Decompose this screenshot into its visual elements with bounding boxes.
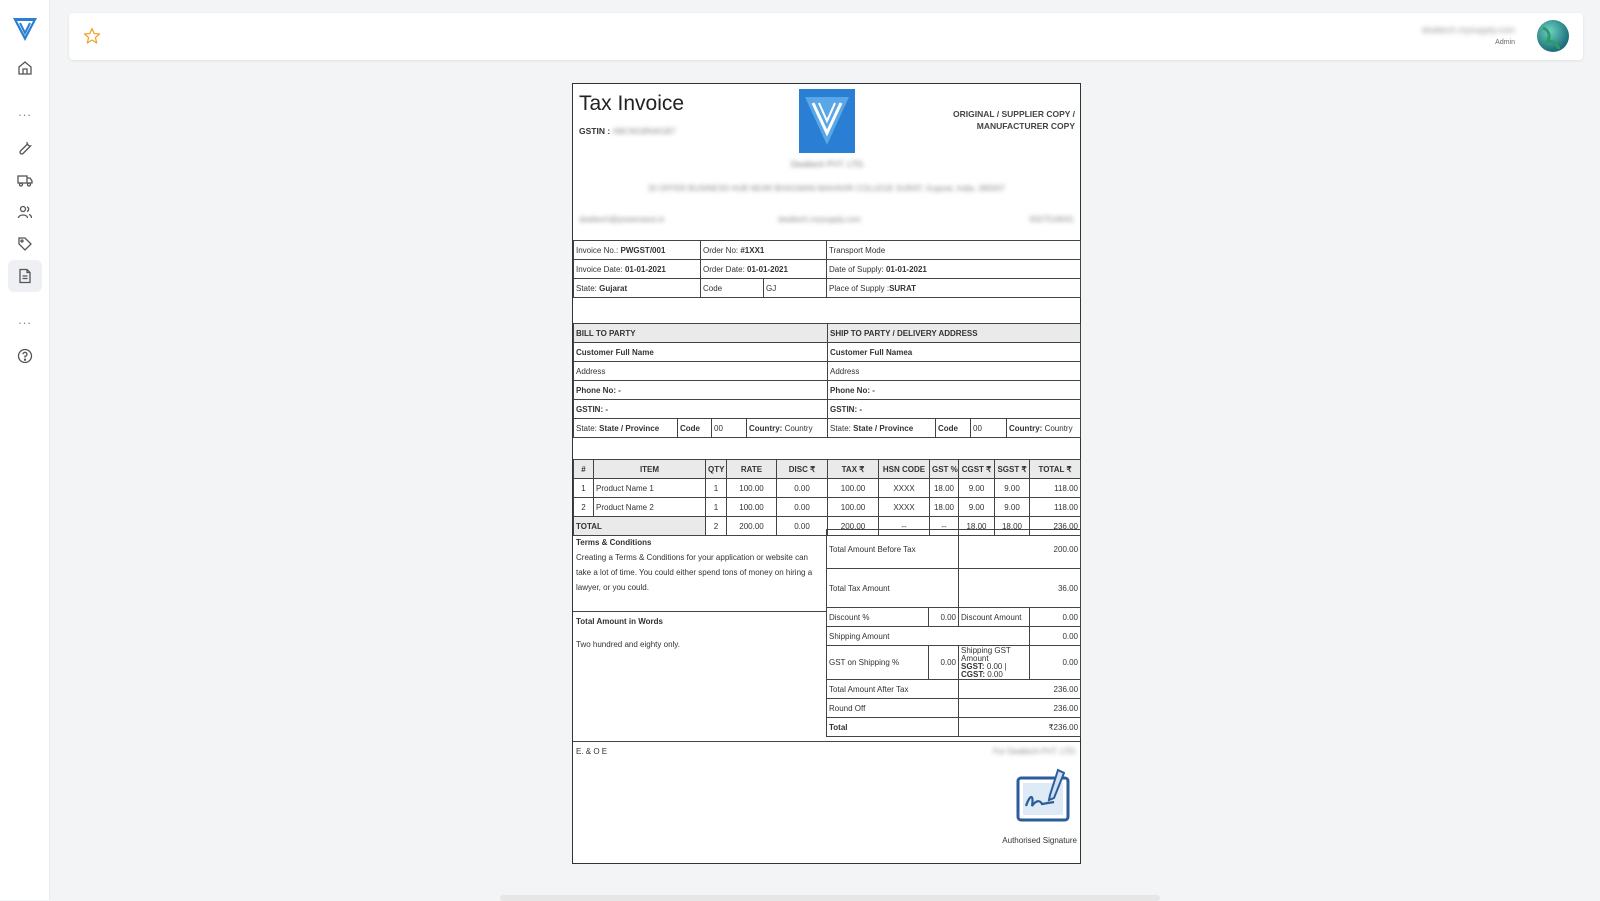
ship-code-label: [936, 419, 971, 438]
for-company: For Dealtech PVT. LTD.: [993, 747, 1077, 756]
ship-gst-amount-label: [959, 646, 1030, 680]
total-cell: 2: [706, 517, 727, 536]
after-tax-value: 236.00: [959, 680, 1081, 699]
ship-code-label-text: Code: [938, 423, 958, 433]
item-cell: 2: [574, 498, 594, 517]
logo-icon[interactable]: [12, 16, 38, 42]
item-cell: 9.00: [959, 498, 995, 517]
item-cell: 118.00: [1030, 479, 1081, 498]
tax-label: Total Tax Amount: [827, 569, 959, 608]
amount-words-section: [573, 612, 823, 652]
invoice-date-value: 01-01-2021: [624, 264, 666, 274]
item-cell: 18.00: [930, 479, 959, 498]
total-cell: 200.00: [828, 517, 879, 536]
ship-address: Address: [828, 362, 1081, 381]
ship-gst-separator: |: [1004, 661, 1007, 671]
total-cell: 236.00: [1030, 517, 1081, 536]
place-of-supply: [827, 279, 1081, 298]
sidebar-item-users[interactable]: [8, 196, 42, 228]
more-icon[interactable]: ...: [18, 104, 32, 119]
ship-sgst-value: 0.00: [986, 661, 1003, 671]
table-row: [574, 479, 1081, 498]
ship-gstin-text: GSTIN: -: [830, 404, 862, 414]
home-icon: [17, 60, 33, 76]
gst-ship-value: 0.00: [929, 646, 959, 680]
order-date-label: Order Date:: [703, 264, 745, 274]
shipping-value: 0.00: [1030, 627, 1081, 646]
grand-total-label: [827, 718, 959, 737]
ship-code-value: 00: [971, 419, 1007, 438]
bill-state-label: State:: [576, 423, 597, 433]
signature-icon: [1014, 764, 1074, 824]
discount-pct-label: Discount %: [827, 608, 929, 627]
item-cell: Product Name 2: [594, 498, 706, 517]
items-header-cell: TOTAL ₹: [1030, 460, 1081, 479]
item-cell: 100.00: [727, 498, 777, 517]
terms-heading-text: Terms & Conditions: [576, 538, 652, 547]
bill-gstin-text: GSTIN: -: [576, 404, 608, 414]
item-cell: 9.00: [995, 498, 1030, 517]
total-cell: 0.00: [777, 517, 828, 536]
state: [574, 279, 701, 298]
total-cell: --: [930, 517, 959, 536]
company-website: dealtech.mysupply.com: [778, 215, 861, 224]
help-icon: [17, 348, 33, 364]
place-label: Place of Supply :: [829, 283, 890, 293]
terms-text: Creating a Terms & Conditions for your application or website can take a lot of time. You could either spend tons of money on hiring a lawyer, or you could.: [576, 553, 813, 592]
company-name: Dealtech PVT. LTD.: [790, 159, 865, 169]
item-cell: 100.00: [727, 479, 777, 498]
items-header-cell: HSN CODE: [879, 460, 930, 479]
sidebar: [0, 0, 50, 900]
words-text: Two hundred and eighty only.: [576, 640, 680, 649]
copy-type-line2: MANUFACTURER COPY: [976, 121, 1075, 131]
supply-date-label: Date of Supply:: [829, 264, 884, 274]
code-value: GJ: [764, 279, 827, 298]
avatar[interactable]: [1537, 20, 1569, 52]
party-table: [573, 323, 1081, 438]
item-cell: 1: [574, 479, 594, 498]
gst-ship-label: GST on Shipping %: [827, 646, 929, 680]
transport-mode: Transport Mode: [827, 241, 1081, 260]
items-header-cell: TAX ₹: [828, 460, 879, 479]
invoice-document: [572, 83, 1081, 864]
bill-code-label-text: Code: [680, 423, 700, 433]
item-cell: 118.00: [1030, 498, 1081, 517]
invoice-date-label: Invoice Date:: [576, 264, 623, 274]
ship-gstin: [828, 400, 1081, 419]
bill-country: [747, 419, 828, 438]
shipping-label: Shipping Amount: [827, 627, 1030, 646]
bill-country-value: Country: [784, 423, 813, 433]
ship-country: [1007, 419, 1081, 438]
item-cell: 18.00: [930, 498, 959, 517]
bill-phone: [574, 381, 828, 400]
sidebar-item-help[interactable]: [8, 340, 42, 372]
supply-date-value: 01-01-2021: [885, 264, 927, 274]
order-date-value: 01-01-2021: [747, 264, 788, 274]
after-tax-label: Total Amount After Tax: [827, 680, 959, 699]
items-header-cell: GST %: [930, 460, 959, 479]
gstin-label: GSTIN :: [579, 126, 611, 136]
gstin: [579, 126, 676, 136]
items-header-cell: ITEM: [594, 460, 706, 479]
invoice-meta-table: [573, 240, 1081, 298]
copy-type: [953, 108, 1075, 132]
user-email: dealtech.mysupply.com: [1421, 25, 1515, 35]
user-role: Admin: [1495, 39, 1515, 46]
items-header-cell: SGST ₹: [995, 460, 1030, 479]
item-cell: 100.00: [828, 479, 879, 498]
item-cell: 1: [706, 479, 727, 498]
summary-table: [826, 529, 1081, 737]
items-table: [573, 459, 1081, 536]
before-tax-label: Total Amount Before Tax: [827, 530, 959, 569]
item-cell: XXXX: [879, 498, 930, 517]
ship-cgst-value: 0.00: [987, 669, 1003, 679]
round-off-value: 236.00: [959, 699, 1081, 718]
bill-address: Address: [574, 362, 828, 381]
place-value: SURAT: [889, 283, 917, 293]
item-cell: 9.00: [959, 479, 995, 498]
ship-state: [828, 419, 936, 438]
total-cell: 18.00: [959, 517, 995, 536]
signature-label: Authorised Signature: [1002, 836, 1077, 845]
terms-heading: [576, 535, 820, 550]
bill-state: [574, 419, 678, 438]
invoice-no: [574, 241, 701, 260]
words-heading-text: Total Amount in Words: [576, 617, 663, 626]
ship-state-label: State:: [830, 423, 851, 433]
before-tax-value: 200.00: [959, 530, 1081, 569]
sidebar-item-invoices[interactable]: [8, 260, 42, 292]
item-cell: Product Name 1: [594, 479, 706, 498]
sidebar-item-shipping[interactable]: [8, 164, 42, 196]
copy-type-line1: ORIGINAL / SUPPLIER COPY /: [952, 109, 1075, 119]
total-cell: 18.00: [995, 517, 1030, 536]
eoe-note: E. & O E: [576, 747, 608, 756]
items-header-cell: #: [574, 460, 594, 479]
company-logo-icon: [799, 89, 855, 153]
items-header-cell: CGST ₹: [959, 460, 995, 479]
document-icon: [17, 268, 33, 284]
bill-to-heading: BILL TO PARTY: [574, 324, 828, 343]
page-bottom-edge: [500, 895, 1160, 901]
order-no: [701, 241, 827, 260]
sidebar-item-home[interactable]: [8, 52, 42, 84]
items-header-row: [574, 460, 1081, 479]
ship-gst-amount-value: 0.00: [1030, 646, 1081, 680]
bill-code-label: [678, 419, 712, 438]
items-header-cell: QTY: [706, 460, 727, 479]
users-icon: [17, 204, 33, 220]
gstin-value: ABCM1BN4I1B7: [612, 126, 676, 136]
invoice-title: Tax Invoice: [579, 92, 685, 115]
state-label: State:: [576, 283, 597, 293]
ship-country-value: Country: [1044, 423, 1073, 433]
tax-value: 36.00: [959, 569, 1081, 608]
more-icon[interactable]: ...: [18, 312, 32, 327]
item-cell: 9.00: [995, 479, 1030, 498]
ship-name-text: Customer Full Namea: [830, 347, 913, 357]
invoice-no-label: Invoice No.:: [576, 245, 619, 255]
globe-icon: [1537, 20, 1569, 52]
discount-amt-label: Discount Amount: [959, 608, 1030, 627]
company-phone: 9327518041: [1029, 215, 1074, 224]
item-cell: 0.00: [777, 498, 828, 517]
order-no-value: #1XX1: [740, 245, 765, 255]
ship-phone: [828, 381, 1081, 400]
top-bar: [69, 13, 1583, 60]
total-cell: TOTAL: [574, 517, 706, 536]
ship-country-label: Country:: [1009, 423, 1043, 433]
code-label: Code: [701, 279, 764, 298]
round-off-label: Round Off: [827, 699, 959, 718]
ship-name: [828, 343, 1081, 362]
bill-name-text: Customer Full Name: [576, 347, 654, 357]
total-cell: --: [879, 517, 930, 536]
ship-cgst-label: CGST:: [961, 669, 986, 679]
invoice-no-value: PWGST/001: [620, 245, 666, 255]
grand-total-label-text: Total: [829, 722, 848, 732]
supply-date: [827, 260, 1081, 279]
ship-to-heading: SHIP TO PARTY / DELIVERY ADDRESS: [828, 324, 1081, 343]
order-no-label: Order No:: [703, 245, 739, 255]
ship-phone-text: Phone No: -: [830, 385, 875, 395]
state-value: Gujarat: [599, 283, 628, 293]
sidebar-item-tags[interactable]: [8, 228, 42, 260]
total-cell: 200.00: [727, 517, 777, 536]
discount-amt-value: 0.00: [1030, 608, 1081, 627]
sidebar-item-tools[interactable]: [8, 132, 42, 164]
item-cell: XXXX: [879, 479, 930, 498]
truck-icon: [17, 172, 33, 188]
grand-total-value: ₹236.00: [959, 718, 1081, 737]
ship-gst-amount-title: Shipping GST Amount: [961, 645, 1011, 663]
company-email: dealtech@powersave.in: [579, 215, 665, 224]
wrench-icon: [17, 140, 33, 156]
items-header-cell: DISC ₹: [777, 460, 828, 479]
bill-country-label: Country:: [749, 423, 783, 433]
item-cell: 0.00: [777, 479, 828, 498]
ship-sgst-label: SGST:: [961, 661, 985, 671]
bill-gstin: [574, 400, 828, 419]
item-cell: 1: [706, 498, 727, 517]
ship-state-value: State / Province: [853, 423, 914, 433]
company-address: 20 OFFER BUSINESS HUB NEAR BHAGWAN MAHAVIR COLLEGE SURAT, Gujarat, India, 395007: [647, 184, 1006, 193]
words-heading: [576, 617, 820, 626]
table-row: [574, 498, 1081, 517]
order-date: [701, 260, 827, 279]
tag-icon: [17, 236, 33, 252]
invoice-date: [574, 260, 701, 279]
discount-pct-value: 0.00: [929, 608, 959, 627]
bill-state-value: State / Province: [599, 423, 660, 433]
items-header-cell: RATE: [727, 460, 777, 479]
bill-code-value: 00: [712, 419, 747, 438]
star-icon[interactable]: [83, 27, 101, 45]
bill-phone-text: Phone No: -: [576, 385, 621, 395]
item-cell: 100.00: [828, 498, 879, 517]
terms-section: [573, 532, 823, 598]
bill-name: [574, 343, 828, 362]
